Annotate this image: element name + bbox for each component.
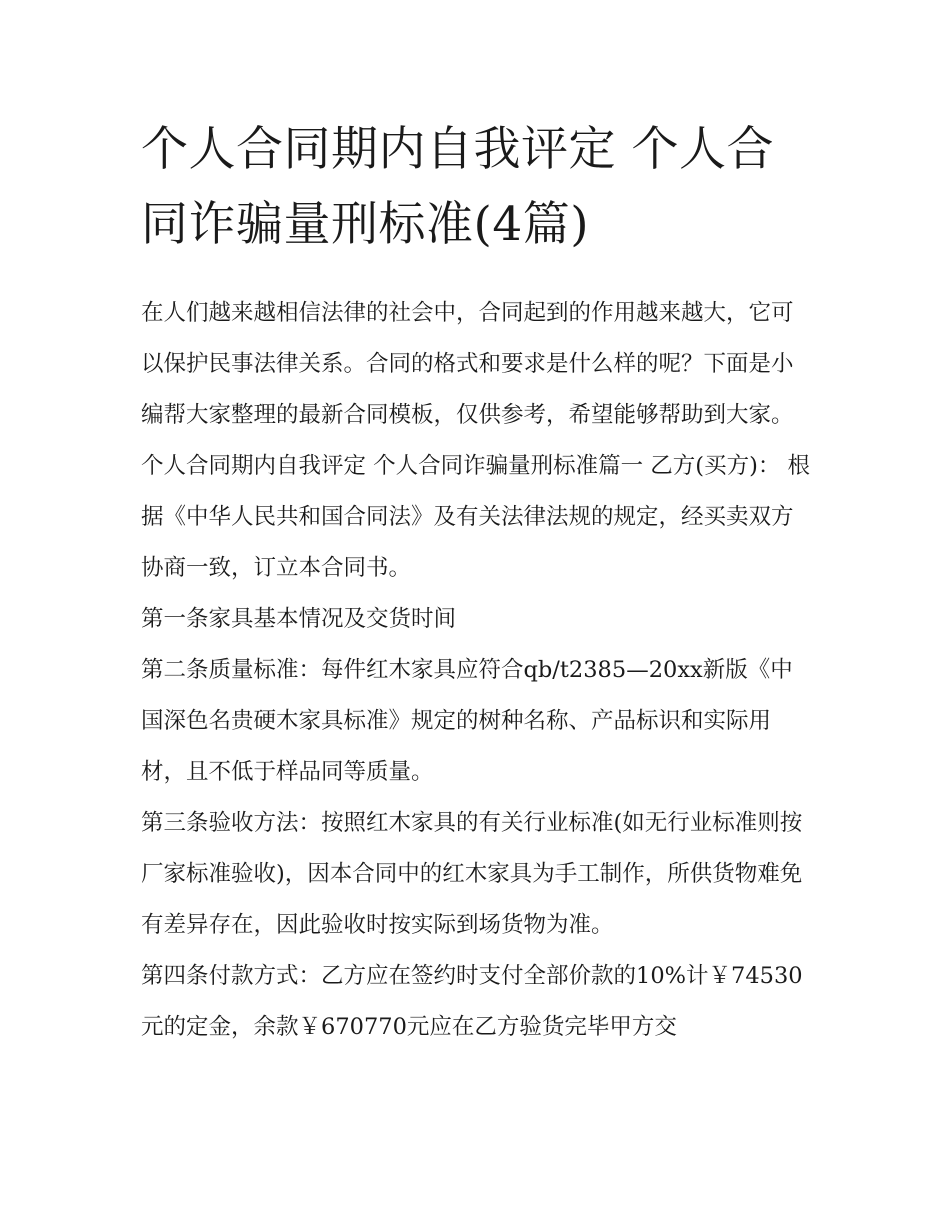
article-1: 第一条家具基本情况及交货时间 [141, 606, 457, 632]
article-4: 第四条付款方式：乙方应在签约时支付全部价款的10%计￥74530元的定金，余款￥670770元应在乙方验货完毕甲方交 [141, 963, 803, 1040]
article-3: 第三条验收方法：按照红木家具的有关行业标准(如无行业标准则按厂家标准验收)，因本合同中的红木家具为手工制作，所供货物难免有差异存在，因此验收时按实际到场货物为准。 [141, 810, 803, 938]
document-title: 个人合同期内自我评定 个人合同诈骗量刑标准(4篇) [141, 122, 774, 252]
intro-paragraph: 在人们越来越相信法律的社会中，合同起到的作用越来越大，它可以保护民事法律关系。合同的格式和要求是什么样的呢？下面是小编帮大家整理的最新合同模板，仅供参考，希望能够帮助到大家。 [141, 300, 794, 428]
contract-preamble: 个人合同期内自我评定 个人合同诈骗量刑标准篇一 乙方(买方)： 根据《中华人民共和国合同法》及有关法律法规的规定，经买卖双方协商一致，订立本合同书。 [141, 453, 811, 581]
document-page [141, 112, 813, 1053]
article-2: 第二条质量标准：每件红木家具应符合qb/t2385—20xx新版《中国深色名贵硬木家具标准》规定的树种名称、产品标识和实际用材，且不低于样品同等质量。 [141, 657, 793, 785]
